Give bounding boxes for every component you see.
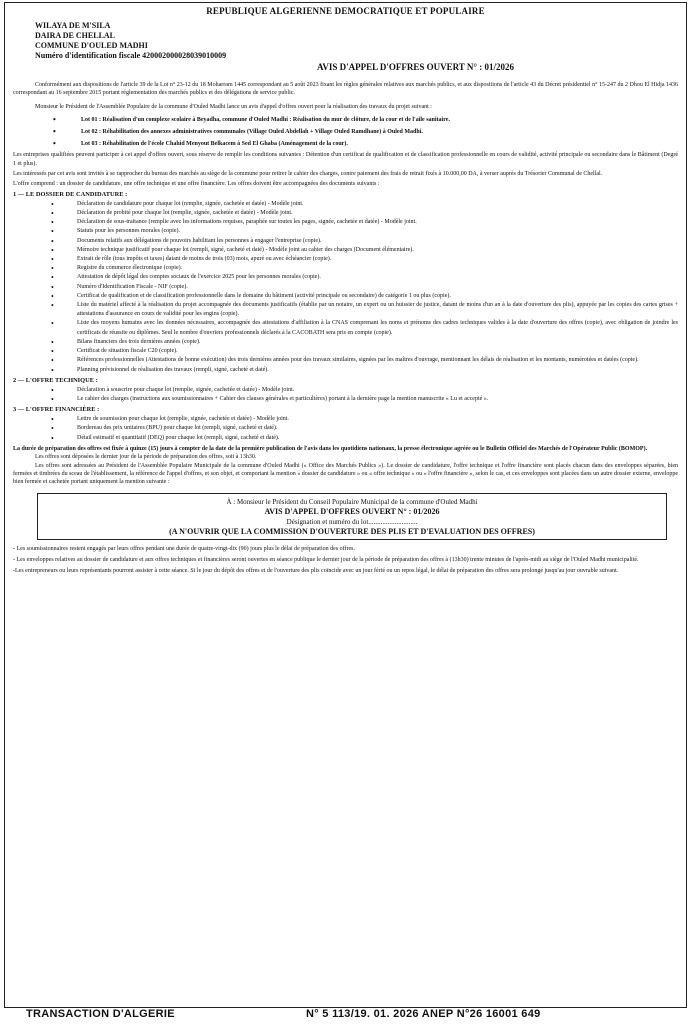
list-item: • Bilans financiers des trois dernières années (copie). [13,338,678,347]
list-item: • Planning prévisionnel de réalisation des travaux (rempli, signé, cacheté et daté). [13,366,678,375]
lots-list [13,114,678,150]
republic-heading: REPUBLIQUE ALGERIENNE DEMOCRATIQUE ET POPULAIRE [206,6,485,16]
list-item: • Statuts pour les personnes morales (copie). [13,227,678,236]
wilaya-line: WILAYA DE M'SILA [35,21,111,30]
preparation-duration-paragraph: La durée de préparation des offres est fixée à quinze (15) jours à compter de la date de la première publication de l'avis dans les quotidiens nationaux, la presse électronique agréée ou le Bulletin Officiel des Marchés de l'Opérateur Public (BOMOP). [13,445,648,452]
address-line: À : Monsieur le Président du Conseil Populaire Municipal de la commune d'Ouled Madhi [226,497,478,506]
list-item: • Lettre de soumission pour chaque lot (remplie, signée, cachetée et datée) - Modèle joint. [13,415,678,424]
footer-publication-name: TRANSACTION D'ALGERIE [26,1008,175,1020]
conditions-paragraph: Les entreprises qualifiées peuvent participer à cet appel d'offres ouvert, sous réserve de remplir les conditions suivantes : Détention d'un certificat de qualification et de classification professionnelle en cours de validité, activité principale ou secondaire dans le Bâtiment (Degré 1 et plus). [13,152,678,167]
daira-line: DAIRA DE CHELLAL [35,31,116,40]
intro-announcement: Monsieur le Président de l'Assemblée Populaire de la commune d'Ouled Madhi lance un avis d'appel d'offres ouvert pour la réalisation des travaux du projet suivant : [35,103,432,110]
list-item: • Mémoire technique justificatif pour chaque lot (rempli, signé, cacheté et daté) - Modèle joint au cahier des charges (Document élémentaire). [13,246,678,255]
list-item: • Certificat de situation fiscale C20 (copie). [13,347,678,356]
list-item: • Lot 03 : Réhabilitation de l'école Chahid Menyout Belkacem à Sed El Ghaba (Aménagement de la cour). [13,138,678,150]
notice-frame [4,2,687,1008]
technique-list [13,386,678,404]
list-item: • Certificat de qualification et de classification professionnelle dans le domaine du bâtiment (activité principale ou secondaire) de catégorie 1 ou plus (copie). [13,292,678,301]
list-item: • Attestation de dépôt légal des comptes sociaux de l'exercice 2025 pour les personnes morales (copie). [13,273,678,282]
list-item: • Déclaration à souscrire pour chaque lot (remplie, signée, cachetée et datée) - Modèle joint. [13,386,678,395]
lot-designation-line: Désignation et numéro du lot............................ [286,517,418,526]
financiere-list [13,415,678,443]
section-title-technique: 2 — L'OFFRE TECHNIQUE : [13,376,98,384]
do-not-open-notice: (A N'OUVRIR QUE LA COMMISSION D'OUVERTURE DES PLIS ET D'EVALUATION DES OFFRES) [169,526,535,536]
list-item: • Liste des moyens humains avec les données nécessaires, accompagnée des attestations d'affiliation à la CNAS comprenant les noms et prénoms des cadres techniques valides à la date d'ouverture des offres (copie), avec obligation de joindre les certificats de réussite ou diplômes. Seul le nombre d'ouvriers professionnels déclarés à la CACOBATH sera pris en compte (copie). [13,319,678,337]
list-item: • Documents relatifs aux délégations de pouvoirs habilitant les personnes à engager l'entreprise (copie). [13,237,678,246]
list-item: • Liste du matériel affecté à la réalisation du projet accompagnée des documents justificatifs (établie par un notaire, un expert ou un huissier de justice, datant de moins d'un an à la date d'ouverture des plis), appuyée par les copies des cartes grises + attestations d'assurance en cours de validité pour les engins (copie). [13,301,678,319]
address-avis-title: AVIS D'APPEL D'OFFRES OUVERT N° : 01/2026 [264,506,440,516]
list-item: • Détail estimatif et quantitatif (DEQ) pour chaque lot (rempli, signé, cacheté et daté). [13,434,678,443]
list-item: • Déclaration de candidature pour chaque lot (remplie, signée, cachetée et datée) - Modèle joint. [13,200,678,209]
address-box [37,493,667,540]
candidature-list [13,200,678,375]
list-item: • Registre du commerce électronique (copie). [13,264,678,273]
intro-paragraph: Conformément aux dispositions de l'article 39 de la Loi n° 23-12 du 18 Moharram 1445 correspondant au 5 août 2023 fixant les règles générales relatives aux marchés publics, et aux dispositions de l'article 43 du Décret présidentiel n° 15-247 du 2 Dhou El Hidja 1436 correspondant au 16 septembre 2015 portant réglementation des marchés publics et des délégations de service public. [13,82,678,97]
note-item: -Les entrepreneurs ou leurs représentants pourront assister à cette séance. Si le jour du dépôt des offres et de l'ouverture des plis coïncide avec un jour férié ou un repos légal, le délai de préparation des offres sera prolongé jusqu'au jour ouvrable suivant. [13,567,619,574]
list-item: • Numéro d'Identification Fiscale - NIF (copie). [13,283,678,292]
list-item: • Le cahier des charges (instructions aux soumissionnaires + Cahier des clauses générales et particulières) portant à la dernière page la mention manuscrite « Lu et accepté ». [13,395,678,404]
section-title-candidature: 1 — LE DOSSIER DE CANDIDATURE : [13,190,128,198]
nif-line: Numéro d'identification fiscale 420002000028039010009 [35,51,227,60]
list-item: • Lot 02 : Réhabilitation des annexes administratives communales (Village Ouled Abdellah + Village Ouled Ramdhane) à Ouled Madhi. [13,126,678,138]
list-item: • Références professionnelles (Attestations de bonne exécution) des trois dernières années pour des travaux similaires, signées par les maîtres d'ouvrage, mentionnant les délais de réalisation et les montants, numérotées et datées (copie). [13,356,678,365]
avis-title: AVIS D'APPEL D'OFFRES OUVERT N° : 01/2026 [317,62,514,72]
list-item: • Déclaration de probité pour chaque lot (remplie, signée, cachetée et datée) - Modèle joint. [13,209,678,218]
section-title-financiere: 3 — L'OFFRE FINANCIÈRE : [13,406,100,414]
final-notes [13,544,678,577]
note-item: - Les soumissionnaires restent engagés par leurs offres pendant une durée de quatre-vingt-dix (90) jours plus le délai de préparation des offres. [13,545,356,552]
note-item: - Les enveloppes relatives au dossier de candidature et aux offres techniques et financières seront ouvertes en séance publique le dernier jour de la période de préparation des offres à (13h30) trente minutes de l'après-midi au siège de l'Ouled Madhi municipalité. [13,556,639,563]
list-item: • Lot 01 : Réalisation d'un complexe scolaire à Beyadha, commune d'Ouled Madhi : Réalisation du mur de clôture, de la cour et de l'aile sanitaire. [13,114,678,126]
deposit-time-paragraph: Les offres sont déposées le dernier jour de la période de préparation des offres, soit à 13h30. [35,454,257,461]
list-item: • Déclaration de sous-traitance (remplie avec les informations requises, paraphée sur toutes les pages, signée, cachetée et datée) - Modèle joint. [13,218,678,227]
publication-footer [26,1008,686,1020]
offer-composition-paragraph: L'offre comprend : un dossier de candidature, une offre technique et une offre financière. Les offres doivent être accompagnées des documents suivants : [13,181,380,188]
list-item: • Extrait de rôle (tous impôts et taxes) datant de moins de trois (03) mois, apuré ou avec échéancier (copie). [13,255,678,264]
footer-reference: N° 5 113/19. 01. 2026 ANEP N°26 16001 649 [306,1008,541,1020]
retrieval-paragraph: Les intéressés par cet avis sont invités à se rapprocher du bureau des marchés au siège de la commune pour retirer le cahier des charges, contre paiement des frais de retrait fixés à 10.000,00 DA, à verser auprès du Trésorier Communal de Chellal. [13,171,603,178]
commune-line: COMMUNE D'OULED MADHI [35,41,148,50]
envelope-instructions-paragraph: Les offres sont adressées au Président de l'Assemblée Populaire Municipale de la commune d'Ouled Madhi (« Office des Marchés Publics »). Le dossier de candidature, l'offre technique et l'offre financière sont placés chacun dans des enveloppes séparées, bien fermées et timbrées du sceau de l'établissement, la référence de l'appel d'offres, et son objet, et comportant la mention « dossier de candidature » ou « offre technique » ou « l'offre financière », selon le cas, et ces enveloppes sont placées dans un autre dossier externe, enveloppe bien fermée et cachetée portant uniquement la mention suivante : [13,462,678,486]
list-item: • Bordereau des prix unitaires (BPU) pour chaque lot (rempli, signé, cacheté et daté). [13,424,678,433]
